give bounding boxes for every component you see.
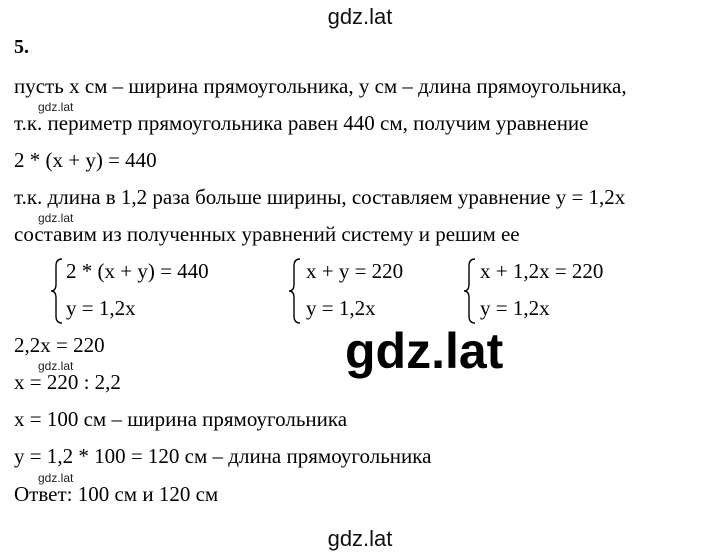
system-brace-3 bbox=[463, 258, 477, 324]
watermark-center: gdz.lat bbox=[345, 323, 504, 379]
system-1-eq-1: 2 * (x + y) = 440 bbox=[66, 259, 209, 283]
watermark-small-3: gdz.lat bbox=[38, 359, 74, 373]
system-3-eq-2: y = 1,2x bbox=[480, 296, 550, 320]
system-brace-2 bbox=[288, 258, 302, 324]
system-brace-1 bbox=[50, 258, 64, 324]
text-line-9: y = 1,2 * 100 = 120 см – длина прямоугольника bbox=[14, 444, 432, 468]
task-number: 5. bbox=[14, 36, 29, 58]
system-3-eq-1: x + 1,2x = 220 bbox=[480, 259, 604, 283]
text-line-8: x = 100 см – ширина прямоугольника bbox=[14, 407, 348, 431]
text-line-6: 2,2x = 220 bbox=[14, 333, 105, 357]
watermark-bottom: gdz.lat bbox=[327, 526, 393, 551]
system-1-eq-2: y = 1,2x bbox=[66, 296, 136, 320]
watermark-small-1: gdz.lat bbox=[38, 100, 74, 114]
system-2-eq-2: y = 1,2x bbox=[306, 296, 376, 320]
text-line-4: т.к. длина в 1,2 раза больше ширины, составляем уравнение y = 1,2x bbox=[14, 185, 626, 209]
watermark-top: gdz.lat bbox=[327, 4, 393, 29]
text-line-1: пусть x см – ширина прямоугольника, y см – длина прямоугольника, bbox=[14, 74, 627, 98]
watermark-small-4: gdz.lat bbox=[38, 471, 74, 485]
text-line-2: т.к. периметр прямоугольника равен 440 см, получим уравнение bbox=[14, 111, 589, 135]
equation-perimeter: 2 * (x + y) = 440 bbox=[14, 148, 157, 172]
text-line-7: x = 220 : 2,2 bbox=[14, 370, 121, 394]
text-line-5: составим из полученных уравнений систему и решим ее bbox=[14, 222, 520, 246]
answer-line: Ответ: 100 см и 120 см bbox=[14, 482, 219, 506]
system-2-eq-1: x + y = 220 bbox=[306, 259, 404, 283]
watermark-small-2: gdz.lat bbox=[38, 211, 74, 225]
